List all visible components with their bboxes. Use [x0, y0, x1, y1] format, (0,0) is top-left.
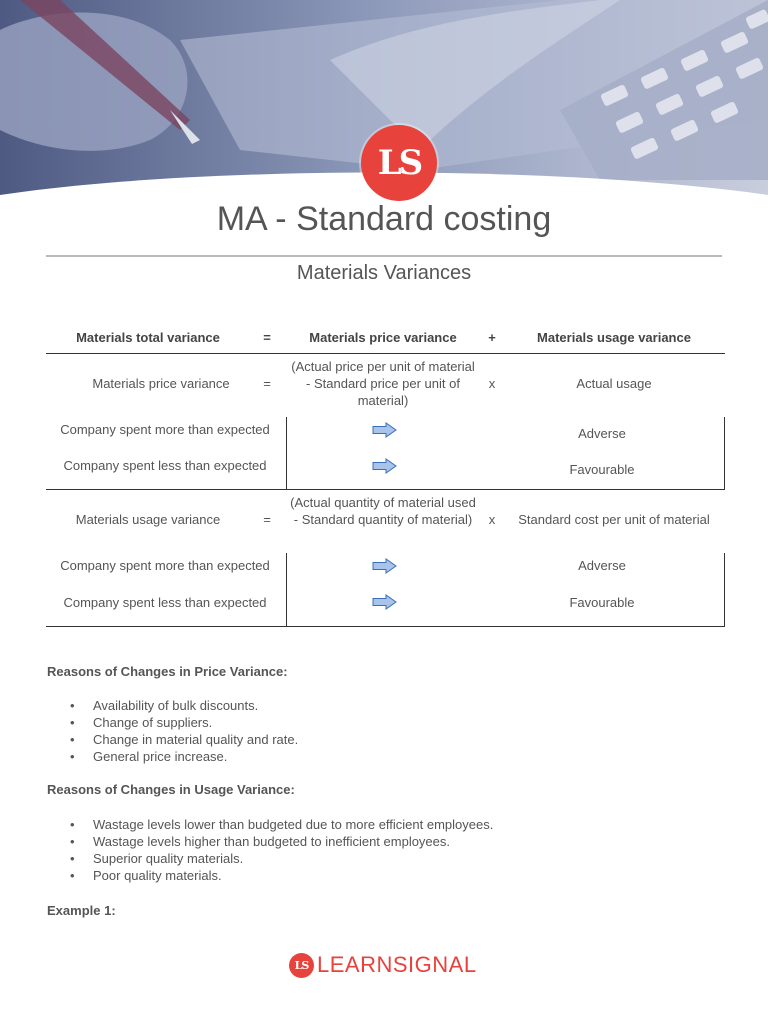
usage-variance-formula: (Actual quantity of material used - Standard quantity of material)	[290, 495, 476, 527]
table-rule	[46, 489, 725, 490]
usage-row-more-label: Company spent more than expected	[60, 558, 270, 573]
list-item	[70, 833, 493, 850]
logo-mark: LS	[377, 143, 421, 183]
table-divider	[724, 553, 725, 627]
right-arrow-icon	[372, 422, 398, 438]
list-item-text: Wastage levels higher than budgeted to inefficient employees.	[93, 834, 451, 849]
usage-multiply: x	[488, 512, 496, 527]
list-item	[70, 731, 298, 748]
title-divider	[46, 255, 722, 257]
table-divider	[286, 553, 287, 627]
usage-reasons-heading: Reasons of Changes in Usage Variance:	[47, 782, 295, 797]
usage-variance-label: Materials usage variance	[75, 512, 221, 527]
table-divider	[724, 417, 725, 490]
list-item	[70, 697, 298, 714]
list-item-text: Superior quality materials.	[93, 851, 244, 866]
price-multiply: x	[488, 376, 496, 391]
table-rule	[46, 626, 725, 627]
bullet-icon: •	[70, 817, 75, 832]
list-item-text: Wastage levels lower than budgeted due to more efficient employees.	[93, 817, 494, 832]
bullet-icon: •	[70, 834, 75, 849]
usage-row-less-label: Company spent less than expected	[63, 595, 267, 610]
head-usage-variance: Materials usage variance	[537, 330, 691, 345]
footer-brand-name	[317, 952, 477, 978]
right-arrow-icon	[372, 558, 398, 574]
brand-signal: SIGNAL	[392, 952, 477, 977]
price-row-less-label: Company spent less than expected	[63, 458, 267, 473]
head-equals: =	[263, 330, 271, 345]
bullet-icon: •	[70, 749, 75, 764]
bullet-icon: •	[70, 868, 75, 883]
usage-standard-cost: Standard cost per unit of material	[518, 512, 710, 527]
footer-brand-logo	[289, 952, 477, 978]
footer-logo-mark: LS	[289, 953, 314, 978]
right-arrow-icon	[372, 458, 398, 474]
page-subtitle: Materials Variances	[296, 262, 472, 284]
usage-equals: =	[263, 512, 271, 527]
price-reasons-heading: Reasons of Changes in Price Variance:	[47, 664, 288, 679]
list-item-text: General price increase.	[93, 749, 228, 764]
list-item-text: Availability of bulk discounts.	[93, 698, 259, 713]
list-item-text: Poor quality materials.	[93, 868, 222, 883]
usage-row-more-result: Adverse	[578, 558, 626, 573]
price-actual-usage: Actual usage	[576, 376, 652, 391]
head-price-variance: Materials price variance	[309, 330, 457, 345]
list-item	[70, 850, 493, 867]
bullet-icon: •	[70, 715, 75, 730]
list-item-text: Change in material quality and rate.	[93, 732, 299, 747]
list-item	[70, 867, 493, 884]
price-equals: =	[263, 376, 271, 391]
price-row-more-label: Company spent more than expected	[60, 422, 270, 437]
list-item	[70, 748, 298, 765]
price-variance-label: Materials price variance	[92, 376, 230, 391]
learnsignal-logo	[361, 125, 437, 201]
price-variance-formula: (Actual price per unit of material - Standard price per unit of material)	[291, 359, 475, 408]
table-divider	[286, 417, 287, 490]
example-heading: Example 1:	[47, 903, 116, 918]
list-item-text: Change of suppliers.	[93, 715, 213, 730]
usage-row-less-result: Favourable	[569, 595, 635, 610]
head-total-variance: Materials total variance	[76, 330, 220, 345]
list-item	[70, 714, 298, 731]
list-item	[70, 816, 493, 833]
brand-learn: LEARN	[317, 952, 393, 977]
usage-reasons-list	[70, 816, 493, 884]
table-rule	[46, 353, 725, 354]
right-arrow-icon	[372, 594, 398, 610]
page-title: MA - Standard costing	[216, 200, 552, 238]
bullet-icon: •	[70, 698, 75, 713]
price-row-less-result: Favourable	[569, 462, 635, 477]
bullet-icon: •	[70, 732, 75, 747]
bullet-icon: •	[70, 851, 75, 866]
price-row-more-result: Adverse	[578, 426, 626, 441]
head-plus: +	[488, 330, 496, 345]
price-reasons-list	[70, 697, 298, 765]
